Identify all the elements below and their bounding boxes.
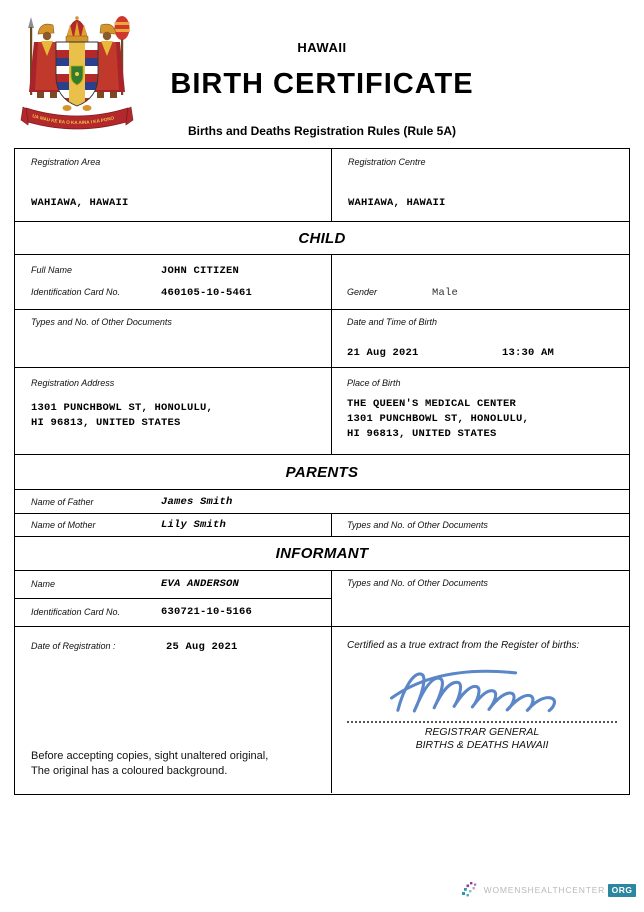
signature-line (347, 721, 617, 723)
original-note-line1: Before accepting copies, sight unaltered original, (31, 750, 269, 762)
informant-name-value: EVA ANDERSON (161, 578, 240, 591)
father-name-value: James Smith (161, 495, 233, 508)
registration-row (15, 149, 629, 222)
registration-centre-label: Registration Centre (348, 157, 426, 167)
child-name-cell (15, 255, 331, 309)
registrar-title-line1: REGISTRAR GENERAL (424, 726, 540, 738)
mother-cell (15, 514, 331, 536)
address-row (15, 368, 629, 455)
parents-section-title: PARENTS (285, 463, 359, 481)
parents-other-docs-label: Types and No. of Other Documents (347, 520, 488, 530)
spear-icon (28, 17, 34, 28)
kahili-icon (115, 16, 130, 40)
logo-org-badge: ORG (608, 884, 636, 897)
informant-section-title: INFORMANT (275, 545, 369, 562)
informant-name-label: Name (31, 579, 56, 590)
original-note-line2: The original has a coloured background. (31, 765, 228, 777)
child-id-label: Identification Card No. (31, 287, 121, 297)
registration-centre-cell (331, 149, 629, 221)
child-other-docs-label: Types and No. of Other Documents (31, 317, 172, 327)
place-of-birth-label: Place of Birth (347, 378, 401, 388)
crown-icon (66, 16, 88, 42)
certification-row (15, 627, 629, 793)
date-of-registration-value: 25 Aug 2021 (166, 641, 238, 653)
original-note (31, 749, 321, 779)
registration-area-value: WAHIAWA, HAWAII (31, 197, 129, 209)
child-section-title: CHILD (298, 229, 346, 247)
informant-row (15, 571, 629, 627)
parents-other-docs-cell (331, 514, 629, 536)
child-name-row (15, 255, 629, 310)
registration-address-line1: 1301 PUNCHBOWL ST, HONOLULU, (31, 402, 214, 414)
date-of-registration-cell (15, 627, 331, 793)
registration-address-label: Registration Address (31, 378, 115, 388)
informant-id-value: 630721-10-5166 (161, 606, 253, 619)
date-of-registration-label: Date of Registration : (31, 641, 116, 651)
place-of-birth-line1: THE QUEEN'S MEDICAL CENTER (347, 398, 517, 410)
logo-text: WOMENSHEALTHCENTER (483, 885, 606, 895)
mother-name-value: Lily Smith (161, 519, 227, 531)
father-cell (15, 490, 629, 513)
child-other-docs-cell (15, 310, 331, 367)
certificate-table (14, 148, 630, 795)
registration-centre-value: WAHIAWA, HAWAII (348, 197, 446, 209)
informant-id-label: Identification Card No. (31, 607, 121, 618)
child-id-value: 460105-10-5461 (161, 287, 253, 299)
certified-cell (331, 627, 629, 793)
informant-left-cells (15, 571, 331, 626)
full-name-label: Full Name (31, 265, 73, 275)
informant-other-docs-label: Types and No. of Other Documents (347, 578, 488, 588)
registration-address-line2: HI 96813, UNITED STATES (31, 417, 181, 429)
informant-other-docs-cell (331, 571, 629, 626)
womenshealthcenter-logo (461, 881, 636, 899)
registrar-title-line2: BIRTHS & DEATHS HAWAII (415, 739, 549, 751)
dob-time-value: 13:30 AM (502, 347, 555, 359)
child-section-row (15, 222, 629, 255)
gender-label: Gender (347, 287, 378, 297)
dob-date-value: 21 Aug 2021 (347, 347, 419, 359)
dob-label: Date and Time of Birth (347, 317, 437, 327)
crest-motto: UA MAU KE EA O KA AINA I KA PONO (31, 113, 115, 126)
dob-cell (331, 310, 629, 367)
registrar-signature (382, 657, 582, 719)
child-docs-dob-row (15, 310, 629, 368)
registration-area-cell (15, 149, 331, 221)
father-label: Name of Father (31, 496, 94, 507)
father-row (15, 490, 629, 514)
document-title: BIRTH CERTIFICATE (170, 68, 474, 100)
place-of-birth-cell (331, 368, 629, 454)
parents-section-row (15, 455, 629, 490)
mother-row (15, 514, 629, 537)
full-name-value: JOHN CITIZEN (161, 265, 240, 277)
logo-swirl-icon (461, 881, 481, 899)
place-of-birth-line2: 1301 PUNCHBOWL ST, HONOLULU, (347, 413, 530, 425)
gender-cell (331, 255, 629, 309)
mother-label: Name of Mother (31, 520, 96, 530)
state-name: HAWAII (297, 40, 347, 55)
informant-section-row (15, 537, 629, 571)
registration-area-label: Registration Area (31, 157, 101, 167)
gender-value: Male (432, 287, 459, 299)
document-subtitle: Births and Deaths Registration Rules (Rule 5A) (187, 124, 457, 138)
registration-address-cell (15, 368, 331, 454)
place-of-birth-line3: HI 96813, UNITED STATES (347, 428, 497, 440)
certified-label: Certified as a true extract from the Register of births: (347, 640, 580, 651)
